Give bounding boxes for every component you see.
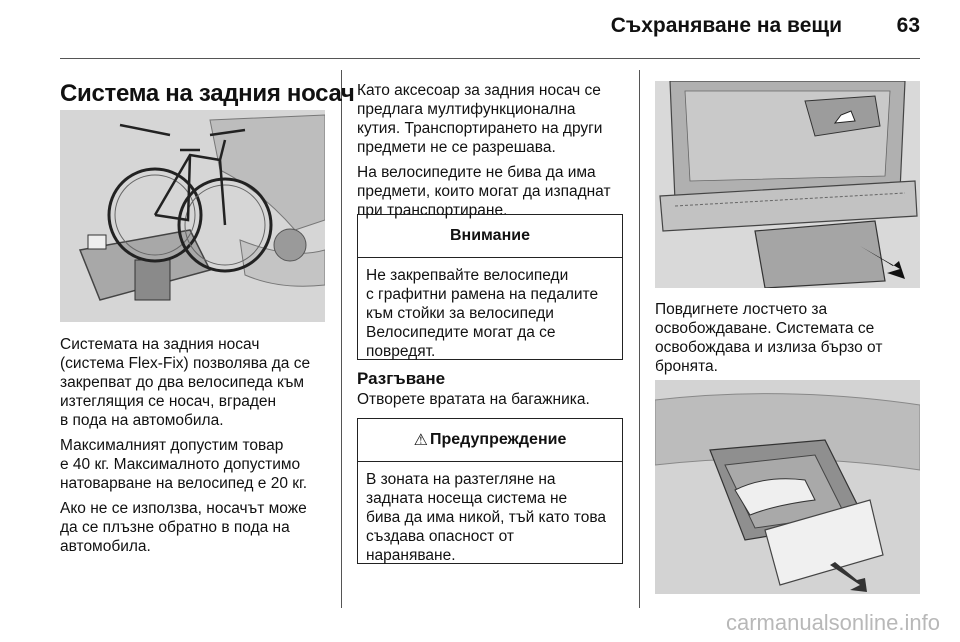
column-divider-left [341,70,342,608]
carrier-extension-illustration [655,380,920,594]
watermark: carmanualsonline.info [725,610,940,635]
caution-box [357,214,623,360]
warning-header [358,419,622,462]
paragraph: На велосипедите не бива да има предмети, които могат да изпаднат при транспортиране. [357,164,611,219]
column-2-text [357,81,632,226]
caution-heading: Внимание [358,215,622,258]
column-3-text [655,300,920,382]
warning-triangle-icon: ⚠ [413,432,428,449]
subheading: Разгъване [357,369,446,388]
paragraph: Повдигнете лостчето за освобождаване. Системата се освобождава и излиза бързо от бронята. [655,301,883,375]
section-title: Система на задния носач [60,80,355,107]
caution-text: Не закрепвайте велосипеди с графитни рамена на педалите към стойки за велосипеди Велосипедите могат да се повредят. [366,267,599,360]
paragraph: Системата на задния носач (система Flex-Fix) позволява да се закрепват до два велосипеда към изтеглящия се носач, вграден в пода на автомобила. [60,336,311,429]
carrier-extension-figure [655,380,920,594]
warning-text: В зоната на разтегляне на задната носеща система не бива да има никой, тъй като това създава опасност от нараняване. [366,471,607,564]
column-1-text [60,335,330,562]
page-header-title: Съхраняване на вещи [610,14,842,37]
warning-heading: Предупреждение [430,431,567,448]
column-divider-right [639,70,640,608]
subheading-text: Отворете вратата на багажника. [357,391,590,408]
paragraph: Максималният допустим товар е 40 кг. Максималното допустимо натоварване на велосипед е 20 кг. [60,437,308,492]
trunk-release-figure [655,81,920,288]
bike-carrier-figure [60,110,325,322]
warning-box [357,418,623,564]
trunk-release-illustration [655,81,920,288]
paragraph: Като аксесоар за задния носач се предлага мултифункционална кутия. Транспортирането на други предмети не се разрешава. [357,82,603,156]
page-number: 63 [896,14,920,37]
header-rule [60,58,920,59]
paragraph: Ако не се използва, носачът може да се плъзне обратно в пода на автомобила. [60,500,307,555]
bike-carrier-illustration [60,110,325,322]
